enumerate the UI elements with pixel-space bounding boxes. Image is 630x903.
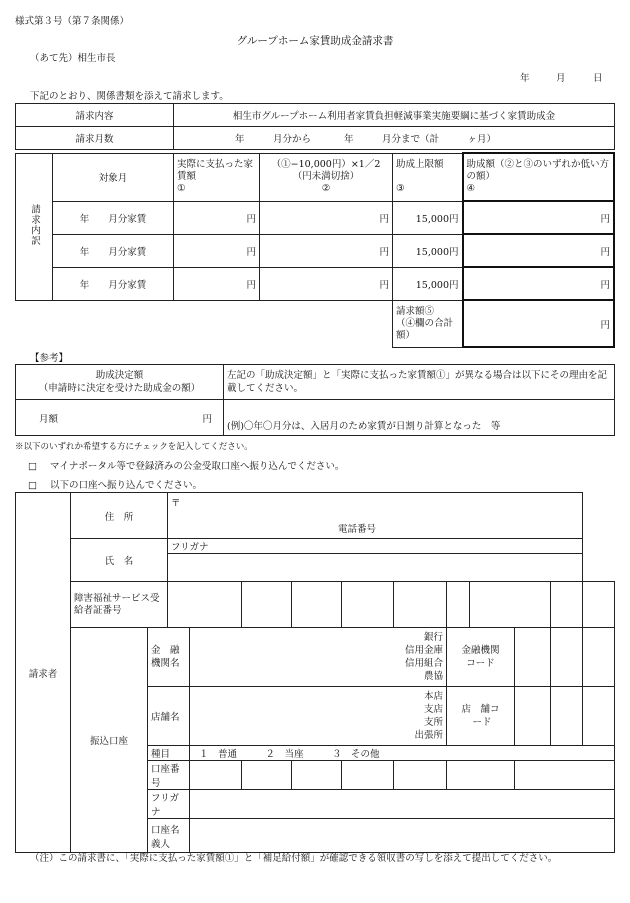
header-limit: 助成上限額 ③ (393, 153, 463, 201)
option-text: マイナポータル等で登録済みの公金受取口座へ振り込んでください。 (50, 461, 345, 472)
request-table (15, 103, 615, 150)
option-bank-account[interactable] (28, 477, 202, 491)
date-day: 日 (593, 73, 603, 84)
account-digit[interactable] (190, 761, 242, 790)
account-furigana-field[interactable] (190, 790, 615, 819)
cert-digit[interactable] (447, 582, 470, 628)
claimant-table (15, 492, 615, 853)
row-calc[interactable]: 円 (260, 234, 393, 267)
branch-name-field[interactable]: 本店 支店 支所 出張所 (190, 687, 447, 746)
account-digit[interactable] (342, 761, 394, 790)
content-value: 相生市グループホーム利用者家賃負担軽減事業実施要綱に基づく家賃助成金 (174, 104, 615, 127)
bank-code-digit[interactable] (583, 628, 615, 687)
row-grant[interactable]: 円 (463, 234, 615, 267)
reference-example: (例)〇年〇月分は、入居月のため家賃が日割り計算となった 等 (227, 421, 501, 432)
name-label: 氏 名 (71, 539, 168, 582)
form-number: 様式第３号（第７条関係） (15, 16, 130, 27)
address-field[interactable] (168, 493, 583, 539)
reference-amount[interactable] (16, 400, 224, 436)
account-digit[interactable] (515, 761, 615, 790)
cert-digit[interactable] (394, 582, 447, 628)
bank-code-label: 金融機関 コード (447, 628, 515, 687)
months-to: 年 月分まで（計 ヶ月） (344, 134, 497, 145)
account-no-label: 口座番号 (148, 761, 190, 790)
checkbox-icon[interactable]: □ (28, 480, 37, 491)
page-title: グループホーム家賃助成金請求書 (236, 35, 394, 47)
address-label: 住 所 (71, 493, 168, 539)
option-text: 以下の口座へ振り込んでください。 (50, 480, 203, 491)
content-label: 請求内容 (16, 104, 174, 127)
claim-label: 請求額⑤ （④欄の合計額） (393, 300, 463, 347)
header-grant: 助成額（②と③のいずれか低い方の額） ④ (463, 153, 615, 201)
furigana-label: フリガナ (171, 542, 209, 553)
checkbox-icon[interactable]: □ (28, 461, 37, 472)
months-label: 請求月数 (16, 127, 174, 150)
branch-label: 店舗名 (148, 687, 190, 746)
reference-heading: 【参考】 (30, 353, 69, 364)
cert-label: 障害福祉サービス受給者証番号 (71, 582, 168, 628)
footnote: （注）この請求書に、「実際に支払った家賃額①」と「補足給付額」が確認できる領収書の写しを添えて提出してください。 (30, 853, 558, 864)
row-calc[interactable]: 円 (260, 201, 393, 234)
row-limit: 15,000円 (393, 201, 463, 234)
months-from: 年 月分から (235, 134, 312, 145)
reference-reason[interactable] (224, 400, 615, 436)
bank-code-digit[interactable] (551, 628, 583, 687)
transfer-label: 振込口座 (71, 628, 148, 853)
phone-label: 電話番号 (338, 524, 377, 535)
date-month: 月 (556, 73, 566, 84)
row-calc[interactable]: 円 (260, 267, 393, 300)
cert-digit[interactable] (551, 582, 583, 628)
breakdown-side-label: 請求内訳 (16, 153, 53, 300)
account-digit[interactable] (447, 761, 515, 790)
bank-code-digit[interactable] (515, 628, 551, 687)
branch-code-label: 店 舗コ ード (447, 687, 515, 746)
row-limit: 15,000円 (393, 267, 463, 300)
monthly-label: 月額 (39, 413, 59, 425)
holder-label: 口座名義人 (148, 819, 190, 853)
row-month: 年 月分家賃 (53, 201, 174, 234)
cert-digit[interactable] (583, 582, 615, 628)
claimant-side-label: 請求者 (16, 493, 71, 853)
intro-text: 下記のとおり、関係書類を添えて請求します。 (30, 91, 229, 102)
reference-table (15, 364, 615, 436)
row-month: 年 月分家賃 (53, 267, 174, 300)
row-grant[interactable]: 円 (463, 201, 615, 234)
row-month: 年 月分家賃 (53, 234, 174, 267)
account-digit[interactable] (292, 761, 342, 790)
branch-code-digit[interactable] (551, 687, 583, 746)
spacer (16, 300, 393, 347)
header-calc: （①−10,000円）×1／2 （円未満切捨） ② (260, 153, 393, 201)
cert-digit[interactable] (342, 582, 394, 628)
type-options: １ 普通 ２ 当座 ３ その他 (199, 749, 380, 760)
account-type-field[interactable] (190, 746, 615, 761)
reference-left-header: 助成決定額 （申請時に決定を受けた助成金の額） (16, 365, 224, 400)
months-value[interactable] (174, 127, 615, 150)
name-furigana[interactable] (168, 539, 583, 554)
row-paid[interactable]: 円 (174, 234, 260, 267)
account-furigana-label: フリガナ (148, 790, 190, 819)
name-field[interactable] (168, 554, 583, 582)
check-note: ※以下のいずれか希望する方にチェックを記入してください。 (15, 442, 253, 452)
row-paid[interactable]: 円 (174, 267, 260, 300)
account-digit[interactable] (242, 761, 292, 790)
header-target-month: 対象月 (53, 153, 174, 201)
cert-digit[interactable] (242, 582, 292, 628)
bank-label: 金 融 機関名 (148, 628, 190, 687)
reference-note: 左記の「助成決定額」と「実際に支払った家賃額①」が異なる場合は以下にその理由を記載してください。 (224, 365, 615, 400)
cert-digit[interactable] (292, 582, 342, 628)
date-year: 年 (520, 73, 530, 84)
cert-digit[interactable] (168, 582, 242, 628)
breakdown-table (15, 152, 615, 348)
cert-digit[interactable] (470, 582, 551, 628)
option-public-account[interactable] (28, 458, 344, 472)
header-paid: 実際に支払った家賃額 ① (174, 153, 260, 201)
holder-field[interactable] (190, 819, 615, 853)
account-digit[interactable] (394, 761, 447, 790)
addressee: （あて先）相生市長 (30, 53, 116, 64)
row-limit: 15,000円 (393, 234, 463, 267)
branch-code-digit[interactable] (515, 687, 551, 746)
row-grant[interactable]: 円 (463, 267, 615, 300)
postal-mark: 〒 (171, 498, 181, 509)
monthly-unit: 円 (202, 413, 212, 425)
claim-amount[interactable]: 円 (463, 300, 615, 347)
type-label: 種目 (148, 746, 190, 761)
row-paid[interactable]: 円 (174, 201, 260, 234)
bank-name-field[interactable]: 銀行 信用金庫 信用組合 農協 (190, 628, 447, 687)
branch-code-digit[interactable] (583, 687, 615, 746)
